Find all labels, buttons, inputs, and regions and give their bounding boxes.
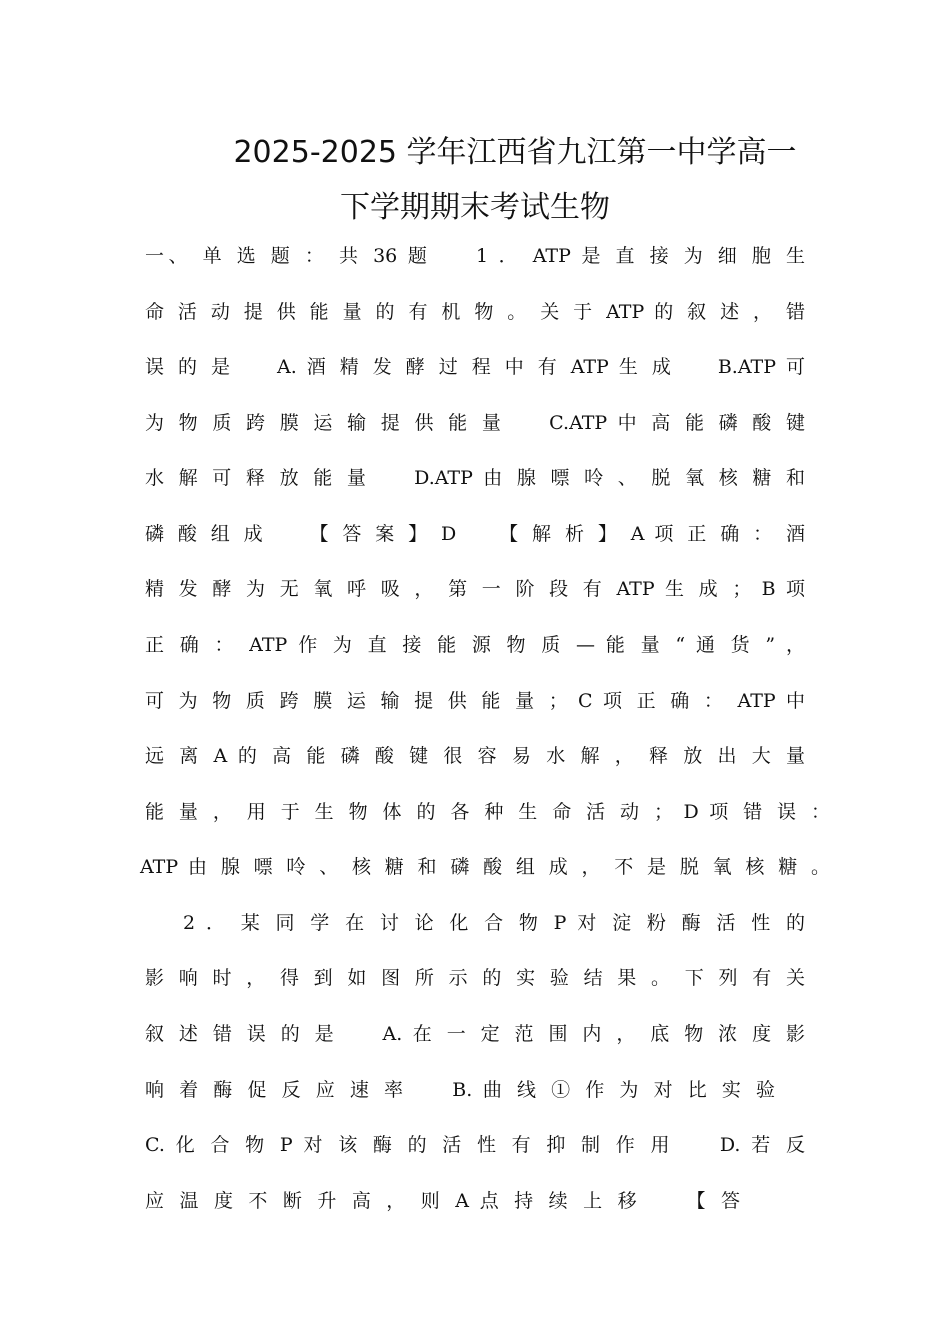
- body-line-10: 远 离 A 的 高 能 磷 酸 键 很 容 易 水 解 ， 释 放 出 大 量: [145, 745, 805, 767]
- body-line-8: 正 确 ： ATP 作 为 直 接 能 源 物 质 — 能 量 “ 通 货 ” ，: [145, 634, 805, 656]
- body-line-2: 命 活 动 提 供 能 量 的 有 机 物 。 关 于 ATP 的 叙 述 ， 错: [145, 301, 805, 323]
- body-line-15: 叙 述 错 误 的 是 A. 在 一 定 范 围 内 ， 底 物 浓 度 影: [145, 1023, 805, 1045]
- body-line-16: 响 着 酶 促 反 应 速 率 B. 曲 线 ① 作 为 对 比 实 验: [145, 1079, 775, 1101]
- body-line-7: 精 发 酵 为 无 氧 呼 吸 ， 第 一 阶 段 有 ATP 生 成 ； B 项: [145, 578, 805, 600]
- document-title-line2: 下学期期末考试生物: [340, 190, 610, 225]
- body-line-11: 能 量 ， 用 于 生 物 体 的 各 种 生 命 活 动 ； D 项 错 误 ：: [145, 801, 830, 823]
- body-line-6: 磷 酸 组 成 【 答 案 】 D 【 解 析 】 A 项 正 确 ： 酒: [145, 523, 805, 545]
- body-line-12: ATP 由 腺 嘌 呤 、 核 糖 和 磷 酸 组 成 ， 不 是 脱 氧 核 糖 。: [140, 856, 830, 878]
- body-line-3: 误 的 是 A. 酒 精 发 酵 过 程 中 有 ATP 生 成 B.ATP 可: [145, 356, 805, 378]
- body-line-9: 可 为 物 质 跨 膜 运 输 提 供 能 量 ； C 项 正 确 ： ATP 中: [145, 690, 805, 712]
- body-line-4: 为 物 质 跨 膜 运 输 提 供 能 量 C.ATP 中 高 能 磷 酸 键: [145, 412, 805, 434]
- body-line-5: 水 解 可 释 放 能 量 D.ATP 由 腺 嘌 呤 、 脱 氧 核 糖 和: [145, 467, 805, 489]
- body-line-1: 一、 单 选 题 ： 共 36 题 1 ． ATP 是 直 接 为 细 胞 生: [145, 245, 805, 267]
- body-line-17: C. 化 合 物 P 对 该 酶 的 活 性 有 抑 制 作 用 D. 若 反: [145, 1134, 805, 1156]
- body-line-18: 应 温 度 不 断 升 高 ， 则 A 点 持 续 上 移 【 答: [145, 1190, 740, 1212]
- body-line-13: 2 ． 某 同 学 在 讨 论 化 合 物 P 对 淀 粉 酶 活 性 的: [183, 912, 805, 934]
- document-title-line1: 2025-2025 学年江西省九江第一中学高一: [233, 135, 797, 170]
- body-line-14: 影 响 时 ， 得 到 如 图 所 示 的 实 验 结 果 。 下 列 有 关: [145, 967, 805, 989]
